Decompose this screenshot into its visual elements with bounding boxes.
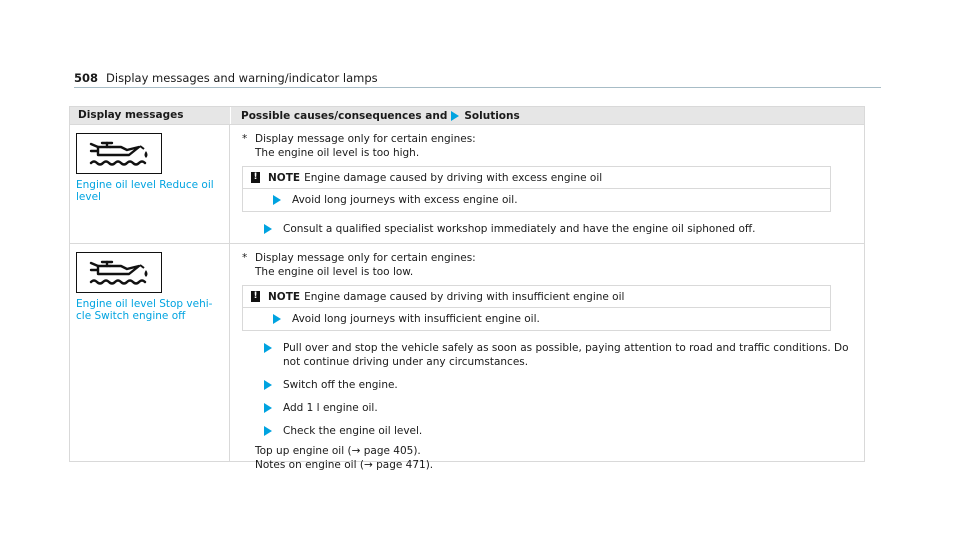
note-text: Engine damage caused by driving with excess engine oil (304, 171, 603, 184)
page-header (74, 71, 378, 85)
warning-icon: ! (251, 291, 260, 302)
solution-step: Switch off the engine. (242, 378, 856, 392)
causes-cell (230, 125, 864, 243)
page-reference-link[interactable]: page 471 (376, 459, 426, 471)
cross-reference[interactable]: Notes on engine oil (→ page 471). (255, 459, 434, 471)
play-arrow-icon (451, 111, 459, 121)
column-header-causes (230, 107, 864, 124)
play-arrow-icon (264, 426, 272, 436)
engine-oil-level-icon (76, 252, 162, 293)
note-action: Avoid long journeys with insufficient engine oil. (243, 308, 830, 330)
note-label: NOTE (268, 171, 301, 184)
play-arrow-icon (273, 195, 281, 205)
solution-step: Pull over and stop the vehicle safely as soon as possible, paying attention to road and traffic conditions. Do not continue driving under any circumstances. (242, 341, 856, 369)
message-title: Engine oil level Stop vehi- cle Switch engine off (76, 298, 213, 322)
note-action: Avoid long journeys with excess engine oil. (243, 189, 830, 211)
display-messages-table (69, 106, 865, 471)
table-row (70, 124, 864, 243)
note-text: Engine damage caused by driving with insufficient engine oil (304, 290, 625, 303)
message-title: Engine oil level Reduce oil level (76, 179, 214, 203)
footnote-star: * (242, 252, 248, 264)
note-line (243, 167, 830, 189)
arrow-right-icon: → (351, 445, 361, 457)
play-arrow-icon (264, 343, 272, 353)
footnote-star: * (242, 133, 248, 145)
column-header-solutions-label: Solutions (464, 109, 520, 122)
note-box (242, 166, 831, 212)
warning-icon: ! (251, 172, 260, 183)
table-header (70, 107, 864, 124)
play-arrow-icon (264, 224, 272, 234)
footnote (242, 251, 856, 265)
page-reference-link[interactable]: page 405 (363, 445, 414, 457)
cause-text: The engine oil level is too high. (255, 147, 420, 159)
solution-step: Check the engine oil level. (242, 424, 856, 438)
message-cell (70, 244, 230, 461)
page-number: 508 (74, 71, 99, 85)
table-row (70, 243, 864, 471)
engine-oil-level-icon (76, 133, 162, 174)
column-header-display-messages: Display messages (78, 109, 184, 121)
cause-text: The engine oil level is too low. (255, 266, 414, 278)
header-divider (74, 87, 881, 88)
footnote-text: Display message only for certain engines: (255, 252, 476, 264)
cross-reference[interactable]: Top up engine oil (→ page 405). (255, 445, 421, 457)
note-line (243, 286, 830, 308)
play-arrow-icon (273, 314, 281, 324)
solution-step: Consult a qualified specialist workshop immediately and have the engine oil siphoned off. (242, 222, 856, 236)
message-cell (70, 125, 230, 243)
causes-cell (230, 244, 864, 471)
section-title: Display messages and warning/indicator lamps (106, 71, 378, 85)
footnote (242, 132, 856, 146)
note-box (242, 285, 831, 331)
play-arrow-icon (264, 380, 272, 390)
play-arrow-icon (264, 403, 272, 413)
footnote-text: Display message only for certain engines: (255, 133, 476, 145)
arrow-right-icon: → (363, 459, 373, 471)
column-header-causes-label: Possible causes/consequences and (241, 109, 448, 122)
note-label: NOTE (268, 290, 301, 303)
solution-step: Add 1 l engine oil. (242, 401, 856, 415)
